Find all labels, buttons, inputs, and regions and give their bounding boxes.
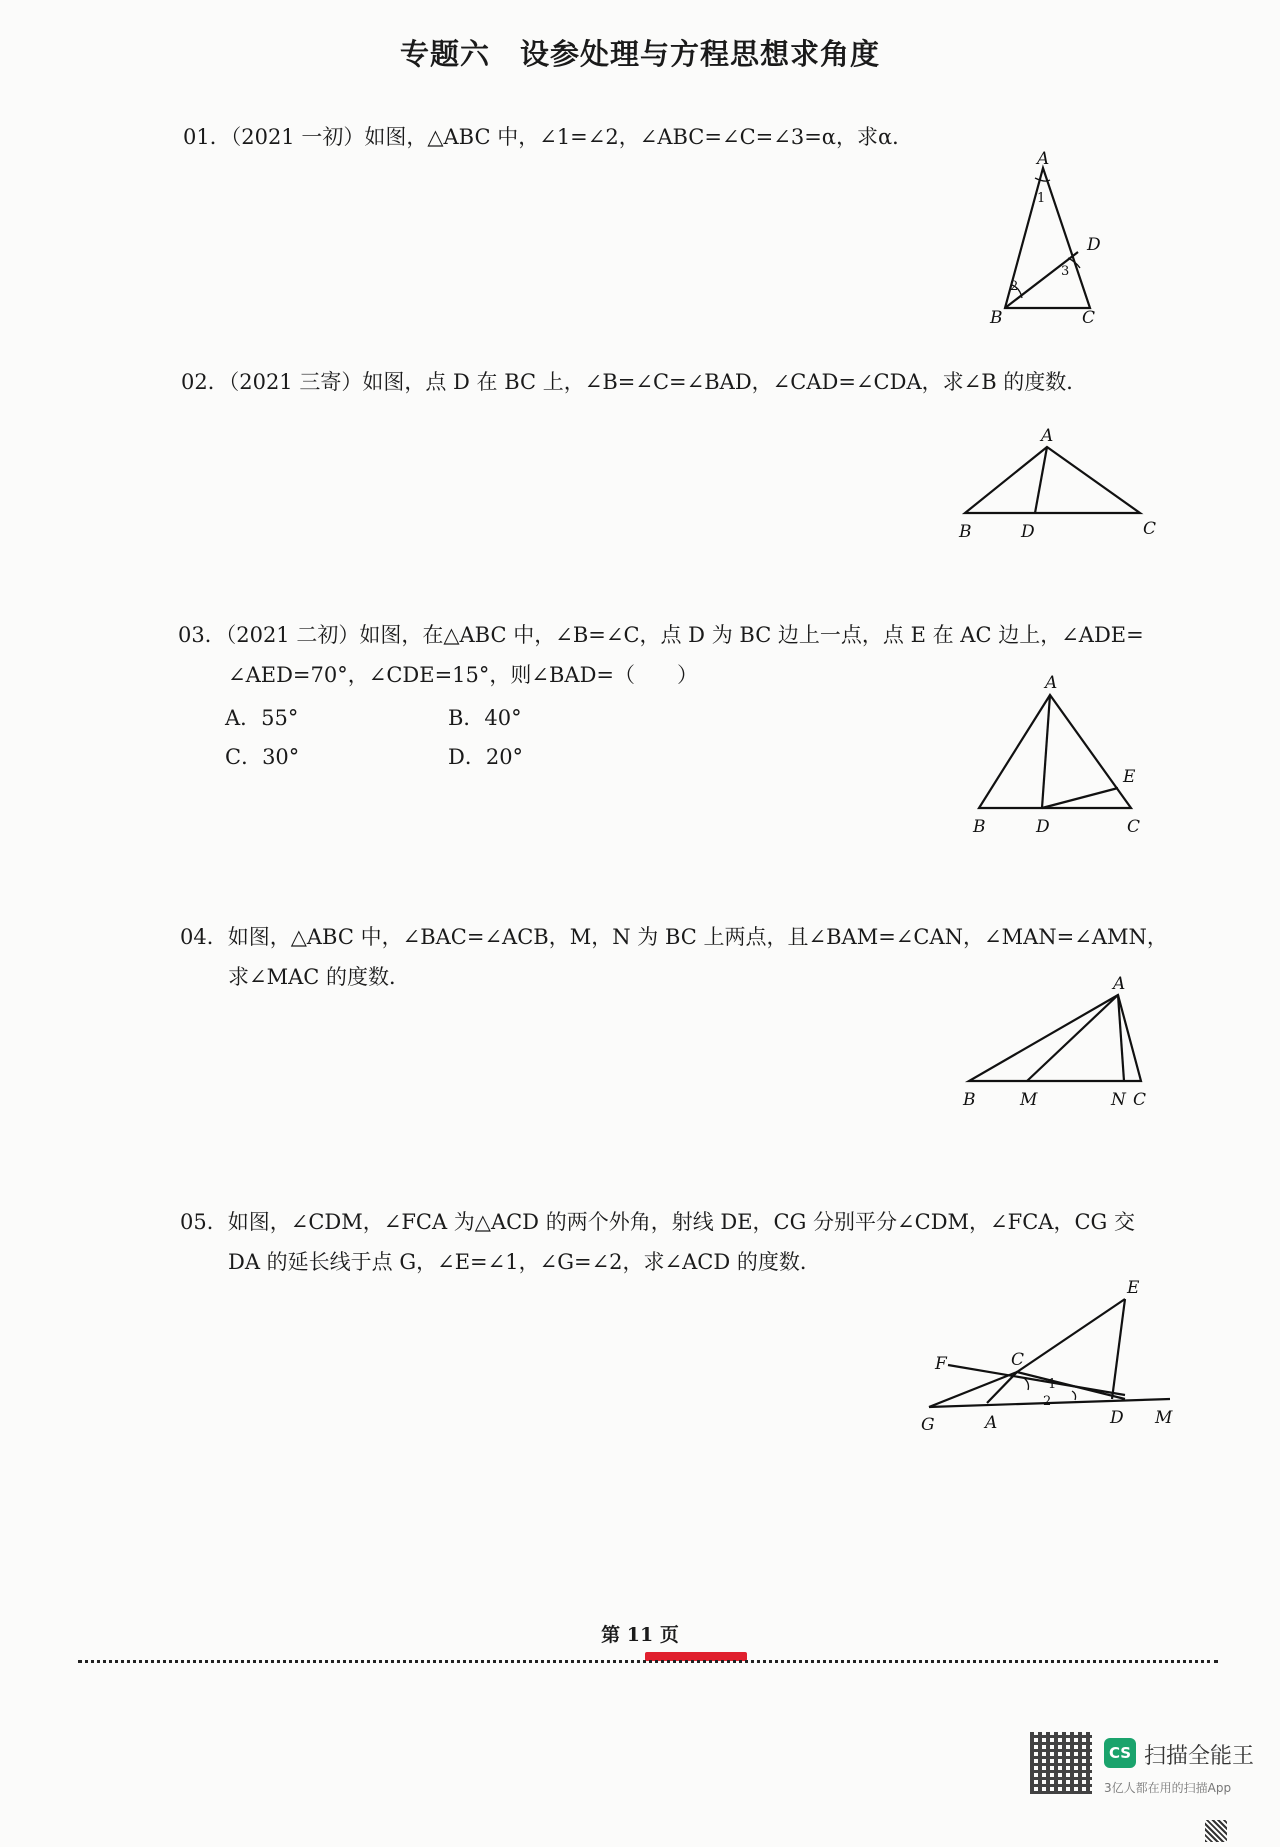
- option-a: A．55°: [225, 706, 299, 730]
- figure-3-label-e: E: [1123, 767, 1136, 787]
- figure-4-label-a: A: [1113, 974, 1126, 994]
- figure-4-label-b: B: [963, 1090, 976, 1110]
- figure-1-label-3: 3: [1061, 264, 1070, 279]
- question-2-text: 02．（2021 三寄）如图，点 D 在 BC 上，∠B=∠C=∠BAD，∠CAD=∠CDA，求∠B 的度数．: [181, 370, 1088, 394]
- figure-1-label-b: B: [990, 308, 1003, 328]
- qr-code-icon: [1030, 1732, 1092, 1794]
- figure-1-label-2: 2: [1010, 279, 1019, 294]
- camscanner-logo-icon: CS: [1104, 1738, 1136, 1768]
- figure-2-triangle: [955, 425, 1155, 545]
- figure-5-label-f: F: [935, 1354, 947, 1374]
- figure-5-diagram: [915, 1275, 1185, 1435]
- figure-1-label-a: A: [1037, 149, 1050, 169]
- figure-5-label-c: C: [1011, 1350, 1025, 1370]
- figure-1-label-c: C: [1082, 308, 1096, 328]
- page-number: 第 11 页: [601, 1624, 679, 1646]
- figure-3-label-b: B: [973, 817, 986, 837]
- figure-2-label-d: D: [1021, 522, 1035, 542]
- small-qr-code-icon: [1205, 1820, 1227, 1842]
- figure-5-label-1: 1: [1048, 1377, 1057, 1392]
- figure-4-triangle: [960, 975, 1160, 1115]
- question-3-line-1: 03．（2021 二初）如图，在△ABC 中，∠B=∠C，点 D 为 BC 边上一点，点 E 在 AC 边上，∠ADE=: [178, 623, 1144, 647]
- question-4-line-2: 求∠MAC 的度数．: [228, 965, 411, 989]
- question-5-line-2: DA 的延长线于点 G，∠E=∠1，∠G=∠2，求∠ACD 的度数．: [228, 1250, 821, 1274]
- question-1-text: 01．（2021 一初）如图，△ABC 中，∠1=∠2，∠ABC=∠C=∠3=α，求α．: [183, 125, 914, 149]
- figure-5-label-d: D: [1110, 1408, 1124, 1428]
- figure-2-label-c: C: [1143, 519, 1157, 539]
- figure-3-triangle: [965, 670, 1155, 840]
- figure-1-label-1: 1: [1037, 191, 1046, 206]
- figure-3-label-a: A: [1045, 673, 1058, 693]
- question-4-line-1: 04．如图，△ABC 中，∠BAC=∠ACB，M，N 为 BC 上两点，且∠BAM=∠CAN，∠MAN=∠AMN，: [180, 925, 1168, 949]
- figure-3-label-c: C: [1127, 817, 1141, 837]
- figure-5-label-g: G: [921, 1415, 935, 1435]
- footer-divider: [78, 1660, 1218, 1663]
- figure-4-label-c: C: [1133, 1090, 1147, 1110]
- figure-5-label-2: 2: [1043, 1394, 1052, 1409]
- question-5-line-1: 05．如图，∠CDM，∠FCA 为△ACD 的两个外角，射线 DE，CG 分别平分∠CDM，∠FCA，CG 交: [180, 1210, 1135, 1234]
- figure-1-triangle: [990, 150, 1110, 330]
- option-b: B．40°: [448, 706, 522, 730]
- figure-1-label-d: D: [1087, 235, 1101, 255]
- scanner-app-slogan: 3亿人都在用的扫描App: [1104, 1781, 1232, 1795]
- option-c: C．30°: [225, 745, 300, 769]
- figure-4-label-m: M: [1020, 1090, 1038, 1110]
- option-d: D．20°: [448, 745, 524, 769]
- figure-3-label-d: D: [1036, 817, 1050, 837]
- scanner-app-name: 扫描全能王: [1144, 1744, 1255, 1769]
- page-title: 专题六 设参处理与方程思想求角度: [399, 37, 880, 71]
- figure-4-label-n: N: [1111, 1090, 1126, 1110]
- figure-5-label-a: A: [985, 1413, 998, 1433]
- figure-5-label-m: M: [1155, 1408, 1173, 1428]
- question-3-line-2: ∠AED=70°，∠CDE=15°，则∠BAD=（ ）: [228, 663, 699, 687]
- figure-2-label-a: A: [1041, 426, 1054, 446]
- figure-2-label-b: B: [959, 522, 972, 542]
- figure-5-label-e: E: [1127, 1278, 1140, 1298]
